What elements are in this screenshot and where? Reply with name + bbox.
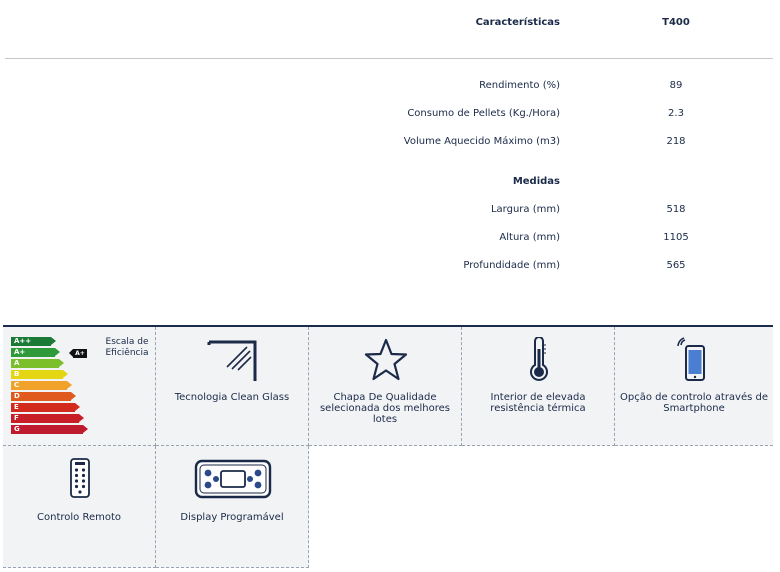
spec-row-largura [0,204,780,220]
energy-efficiency-cell [3,327,156,446]
star-icon [309,337,462,383]
feature-quality-plate [309,327,462,446]
feature-label: Tecnologia Clean Glass [174,392,290,403]
spec-row-consumo [0,108,780,124]
feature-thermal-resistance [462,327,615,446]
thermometer-icon [462,337,615,383]
spec-label: Rendimento (%) [479,80,560,91]
model-header: T400 [662,17,690,28]
spec-label: Altura (mm) [499,232,560,243]
feature-clean-glass [156,327,309,446]
energy-bar-f: F [11,414,79,423]
spec-row-profundidade [0,260,780,276]
spec-value: 565 [666,260,686,271]
energy-bar-a-plus-plus: A++ [11,337,51,346]
remote-icon [3,456,156,502]
spec-row-altura [0,232,780,248]
spec-label: Largura (mm) [490,204,560,215]
feature-remote-control [3,446,156,568]
medidas-header-row [0,176,780,192]
smartphone-icon [615,337,773,383]
feature-label: Controlo Remoto [37,512,121,523]
header-divider [5,58,773,59]
features-grid [3,325,773,569]
spec-value: 518 [666,204,686,215]
energy-bar-a: A [11,359,59,368]
spec-value: 89 [669,80,683,91]
spec-value: 2.3 [668,108,684,119]
feature-label: Chapa De Qualidade selecionada dos melhores lotes [319,392,451,425]
empty-grid-area [309,446,773,568]
feature-label: Display Programável [180,512,284,523]
energy-bar-e: E [11,403,75,412]
spec-value: 218 [666,136,686,147]
characteristics-header: Características [475,17,560,28]
display-icon [156,456,309,502]
spec-label: Profundidade (mm) [463,260,560,271]
spec-label: Volume Aquecido Máximo (m3) [403,136,560,147]
feature-smartphone-control [615,327,773,446]
spec-label: Consumo de Pellets (Kg./Hora) [407,108,560,119]
energy-bar-b: B [11,370,63,379]
header-row [0,17,780,33]
feature-label: Interior de elevada resistência térmica [490,392,586,414]
energy-bar-g: G [11,425,83,434]
medidas-title: Medidas [512,176,560,187]
feature-programmable-display [156,446,309,568]
energy-bar-d: D [11,392,71,401]
spec-row-rendimento [0,80,780,96]
energy-bar-c: C [11,381,67,390]
energy-scale [3,329,156,446]
energy-scale-title: Escala de Eficiência [105,337,149,358]
energy-bar-a-plus: A+ [11,348,55,357]
clean-glass-icon [156,337,309,383]
spec-value: 1105 [663,232,689,243]
feature-label: Opção de controlo através de Smartphone [619,392,769,414]
spec-row-volume [0,136,780,152]
energy-rating-arrow: A+ [73,349,87,358]
